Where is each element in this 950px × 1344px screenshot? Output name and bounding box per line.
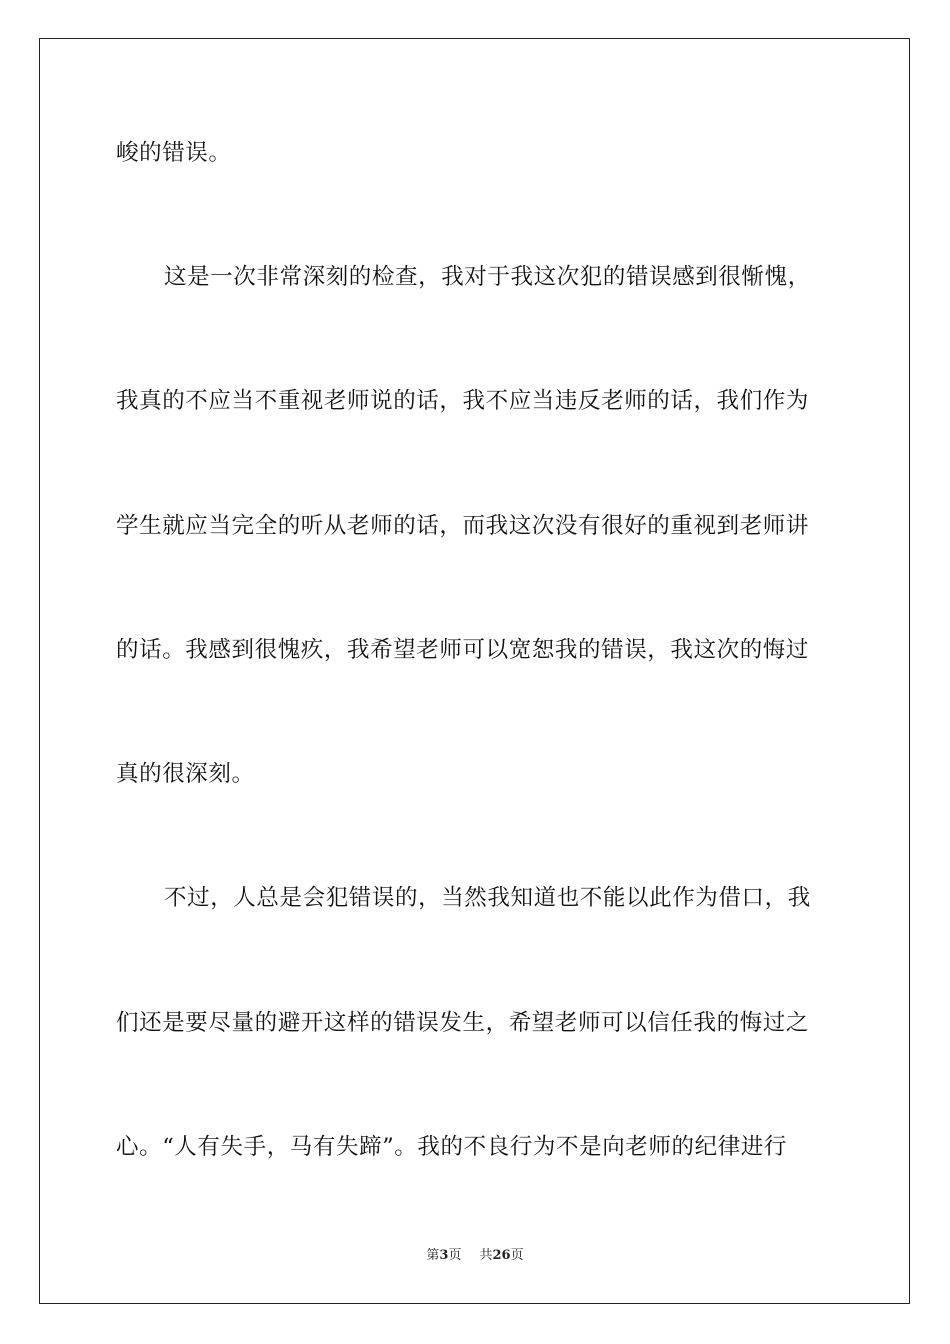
page-number-prefix: 第 bbox=[426, 1248, 440, 1263]
text-line: 峻的错误。 bbox=[116, 140, 232, 166]
total-pages-prefix: 共 bbox=[479, 1248, 493, 1263]
text-line: 我真的不应当不重视老师说的话，我不应当违反老师的话，我们作为 bbox=[116, 388, 810, 414]
text-line: 心。“人有失手，马有失蹄”。我的不良行为不是向老师的纪律进行 bbox=[116, 1134, 788, 1160]
page-footer bbox=[0, 1248, 950, 1264]
text-line: 的话。我感到很愧疚，我希望老师可以宽恕我的错误，我这次的悔过 bbox=[116, 637, 810, 663]
text-line: 真的很深刻。 bbox=[116, 761, 255, 787]
text-line: 们还是要尽量的避开这样的错误发生，希望老师可以信任我的悔过之 bbox=[116, 1010, 810, 1036]
page-number-suffix: 页 bbox=[448, 1248, 462, 1263]
total-pages: 26 bbox=[492, 1248, 511, 1263]
page-number: 3 bbox=[439, 1248, 449, 1263]
page-border bbox=[39, 38, 910, 1304]
paragraph-first-line: 这是一次非常深刻的检查，我对于我这次犯的错误感到很惭愧， bbox=[164, 264, 811, 290]
text-line: 学生就应当完全的听从老师的话，而我这次没有很好的重视到老师讲 bbox=[116, 513, 810, 539]
total-pages-suffix: 页 bbox=[510, 1248, 524, 1263]
paragraph-first-line: 不过，人总是会犯错误的，当然我知道也不能以此作为借口，我 bbox=[164, 885, 811, 911]
